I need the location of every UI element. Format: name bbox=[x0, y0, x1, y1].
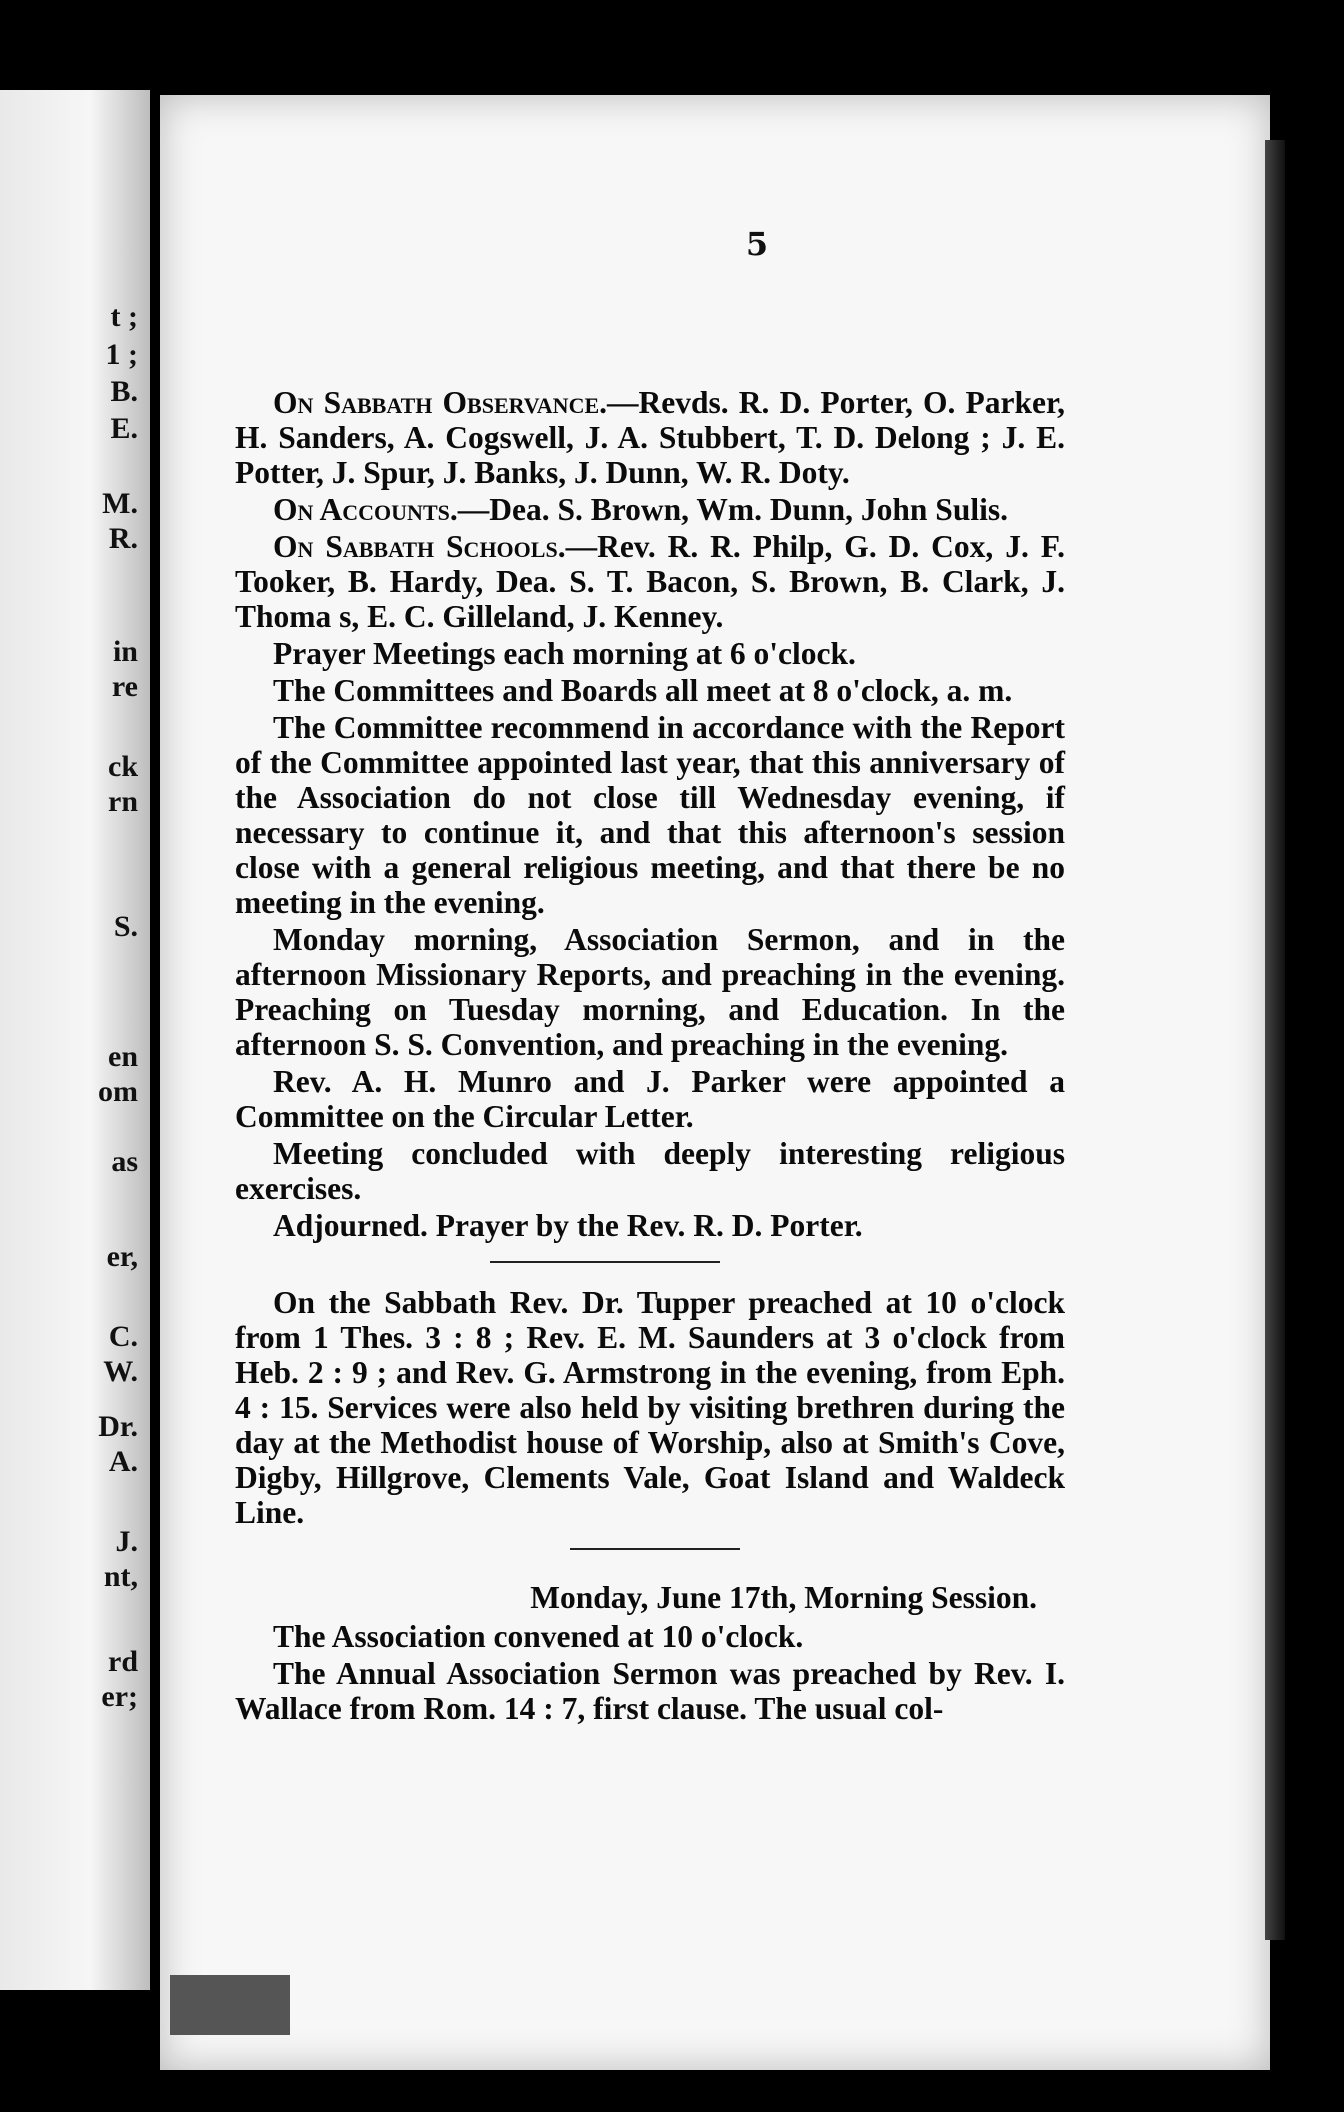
left-page-fragment: J. bbox=[115, 1525, 138, 1558]
paragraph-monday-schedule: Monday morning, Association Sermon, and in the afternoon Missionary Reports, and preaching in the evening. Preaching on Tuesday morning, and Education. In the afternoon S. S. Convention, and preaching in the evening. bbox=[235, 922, 1065, 1062]
paragraph-committee-recommend: The Committee recommend in accordance with the Report of the Committee appointed last year, that this anniversary of the Association do not close till Wednesday evening, if necessary to continue it, and that this afternoon's session close with a general religious meeting, and that there be no meeting in the evening. bbox=[235, 710, 1065, 920]
left-page-fragment: er; bbox=[101, 1680, 138, 1713]
committee-heading: On Sabbath Observance. bbox=[273, 385, 607, 420]
left-page-fragment: E. bbox=[110, 412, 138, 445]
page-body bbox=[235, 385, 1065, 1728]
committee-sabbath-observance bbox=[235, 385, 1065, 490]
left-page-fragment: as bbox=[111, 1145, 138, 1178]
paragraph-annual-sermon: The Annual Association Sermon was preached by Rev. I. Wallace from Rom. 14 : 7, first clause. The usual col- bbox=[235, 1656, 1065, 1726]
committee-members: —Rev. R. R. Philp, G. D. Cox, J. F. Tooker, B. Hardy, Dea. S. T. Bacon, S. Brown, B. Clark, J. Thoma s, E. C. Gilleland, J. Kenney. bbox=[235, 529, 1065, 634]
left-page-fragment: B. bbox=[110, 375, 138, 408]
left-page-text-fragments bbox=[0, 90, 150, 1990]
paragraph-committees-meet: The Committees and Boards all meet at 8 o'clock, a. m. bbox=[273, 673, 1013, 708]
committee-members: —Revds. R. D. Porter, O. Parker, H. Sanders, A. Cogswell, J. A. Stubbert, T. D. Delong ; J. E. Potter, J. Spur, J. Banks, J. Dunn, W. R. Doty. bbox=[235, 385, 1065, 490]
paragraph-circular-letter: Rev. A. H. Munro and J. Parker were appointed a Committee on the Circular Letter. bbox=[235, 1064, 1065, 1134]
paragraph-meeting-concluded: Meeting concluded with deeply interesting religious exercises. bbox=[235, 1136, 1065, 1206]
left-page-fragment: rd bbox=[108, 1645, 138, 1678]
paragraph-association-convened: The Association convened at 10 o'clock. bbox=[273, 1619, 804, 1654]
paragraph-prayer-meetings: Prayer Meetings each morning at 6 o'clock. bbox=[273, 636, 856, 671]
committee-sabbath-schools bbox=[235, 529, 1065, 634]
left-page-fragment: om bbox=[98, 1075, 138, 1108]
committee-heading: On Sabbath Schools. bbox=[273, 529, 566, 564]
left-page-fragment: in bbox=[112, 635, 138, 668]
section-divider bbox=[570, 1548, 740, 1550]
left-page-fragment: er, bbox=[106, 1240, 138, 1273]
page-edge-shadow bbox=[1265, 140, 1285, 1940]
page-number: 5 bbox=[745, 225, 769, 263]
left-page-fragment: C. bbox=[108, 1320, 138, 1353]
left-page-fragment: S. bbox=[113, 910, 138, 943]
left-page-fragment: A. bbox=[108, 1445, 138, 1478]
left-page-fragment: 1 ; bbox=[105, 338, 138, 371]
paragraph-adjourned: Adjourned. Prayer by the Rev. R. D. Porter. bbox=[273, 1208, 863, 1243]
left-page-fragment: re bbox=[111, 670, 138, 703]
left-page-fragment: t ; bbox=[110, 300, 138, 333]
paragraph-sabbath-services: On the Sabbath Rev. Dr. Tupper preached at 10 o'clock from 1 Thes. 3 : 8 ; Rev. E. M. Saunders at 3 o'clock from Heb. 2 : 9 ; and Rev. G. Armstrong in the evening, from Eph. 4 : 15. Services were also held by visiting brethren during the day at the Methodist house of Worship, also at Smith's Cove, Digby, Hillgrove, Clements Vale, Goat Island and Waldeck Line. bbox=[235, 1285, 1065, 1530]
left-page-fragment: M. bbox=[102, 487, 138, 520]
committee-members: —Dea. S. Brown, Wm. Dunn, John Sulis. bbox=[457, 492, 1008, 527]
scan-artifact bbox=[170, 1975, 290, 2035]
left-page-fragment: en bbox=[108, 1040, 138, 1073]
left-page-fragment: Dr. bbox=[98, 1410, 138, 1443]
left-page-fragment: ck bbox=[108, 750, 138, 783]
left-facing-page bbox=[0, 90, 150, 1990]
committee-accounts bbox=[235, 492, 1065, 527]
left-page-fragment: rn bbox=[108, 785, 138, 818]
left-page-fragment: nt, bbox=[103, 1560, 138, 1593]
left-page-fragment: W. bbox=[103, 1355, 138, 1388]
committee-heading: On Accounts. bbox=[273, 492, 458, 527]
left-page-fragment: R. bbox=[108, 522, 138, 555]
section-divider bbox=[490, 1261, 720, 1263]
session-heading: Monday, June 17th, Morning Session. bbox=[530, 1580, 1037, 1615]
